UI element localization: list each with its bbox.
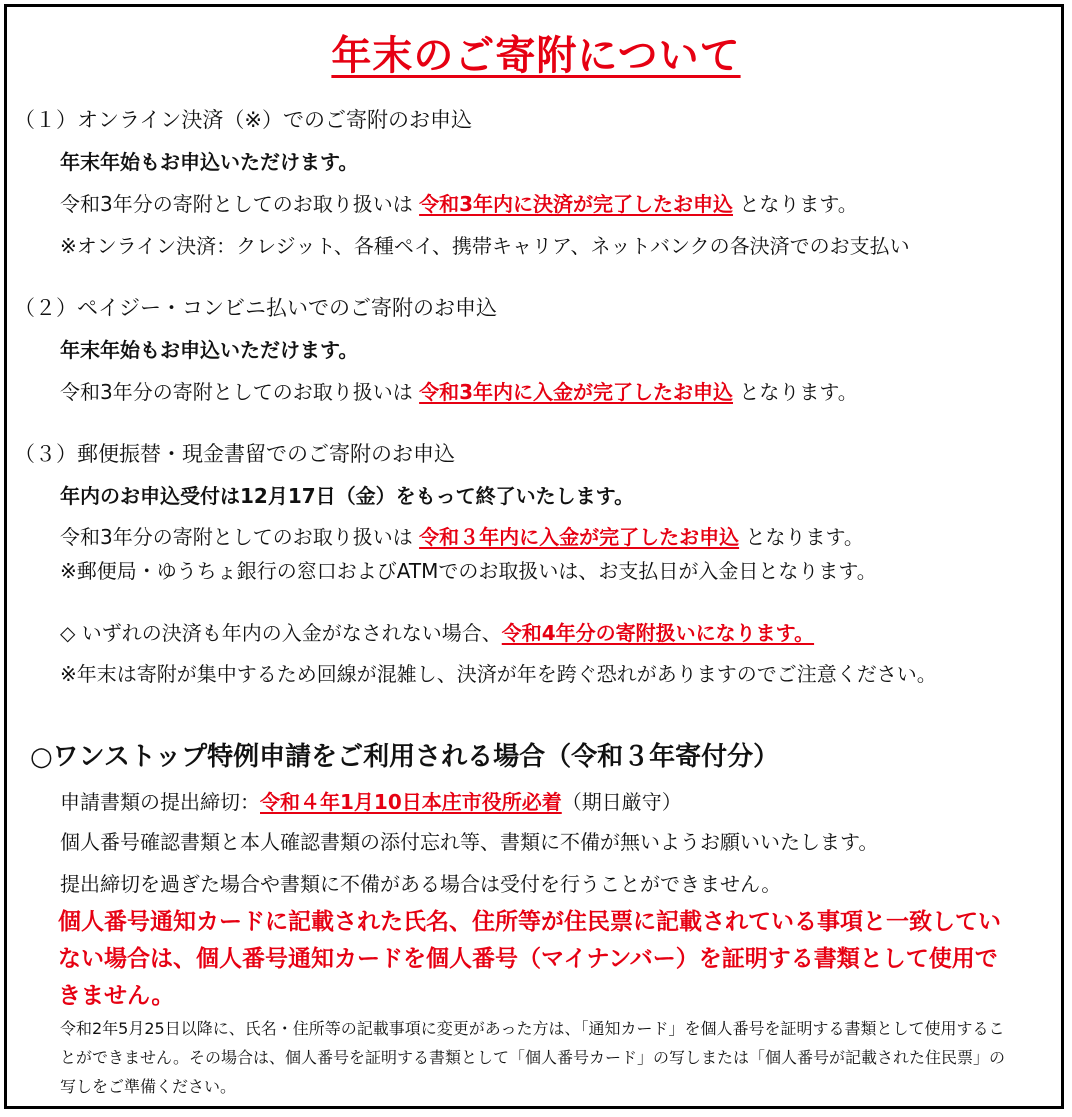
- section-2-bold: 年末年始もお申込いただけます。: [60, 338, 359, 362]
- onestop-line-2: 提出締切を過ぎた場合や書類に不備がある場合は受付を行うことができません。: [60, 872, 782, 896]
- notice-line-1-red: 令和4年分の寄附扱いになります。: [501, 621, 815, 645]
- onestop-deadline-pre: 申請書類の提出締切：: [60, 790, 260, 814]
- onestop-warning: 個人番号通知カードに記載された氏名、住所等が住民票に記載されている事項と一致していない場合は、個人番号通知カードを個人番号（マイナンバー）を証明する書類として使用できません。: [58, 909, 1001, 1009]
- onestop-deadline-red: 令和４年1月10日本庄市役所必着: [260, 790, 562, 814]
- section-2-line-post: となります。: [733, 380, 858, 404]
- section-3-bold: 年内のお申込受付は12月17日（金）をもって終了いたします。: [60, 484, 635, 508]
- section-2-heading: （２）ペイジー・コンビニ払いでのご寄附のお申込: [14, 296, 497, 320]
- section-1-note: ※オンライン決済：クレジット、各種ペイ、携帯キャリア、ネットバンクの各決済でのお支払い: [60, 234, 910, 258]
- section-3-line-post: となります。: [739, 525, 864, 549]
- page-title: 年末のご寄附について: [331, 33, 741, 79]
- section-2-line-red: 令和3年内に入金が完了したお申込: [419, 380, 734, 404]
- onestop-line-1: 個人番号確認書類と本人確認書類の添付忘れ等、書類に不備が無いようお願いいたします。: [60, 830, 879, 854]
- section-3-line-pre: 令和3年分の寄附としてのお取り扱いは: [60, 525, 420, 549]
- onestop-deadline: [60, 786, 682, 815]
- notice-line-1: [60, 617, 814, 646]
- section-3-heading: （３）郵便振替・現金書留でのご寄附のお申込: [14, 442, 455, 466]
- section-1-line-red: 令和3年内に決済が完了したお申込: [419, 192, 734, 216]
- section-3-line: [60, 521, 864, 550]
- section-2-line: [60, 376, 858, 405]
- section-3-line-red: 令和３年内に入金が完了したお申込: [419, 525, 740, 549]
- section-1-line-post: となります。: [733, 192, 858, 216]
- section-1-bold: 年末年始もお申込いただけます。: [60, 150, 359, 174]
- notice-line-2: ※年末は寄附が集中するため回線が混雑し、決済が年を跨ぐ恐れがありますのでご注意ください。: [60, 662, 937, 686]
- onestop-footnote: 令和2年5月25日以降に、氏名・住所等の記載事項に変更があった方は、「通知カード」を個人番号を証明する書類として使用することができません。その場合は、個人番号を証明する書類として「個人番号カード」の写しまたは「個人番号が記載された住民票」の写しをご準備ください。: [60, 1019, 1005, 1096]
- onestop-deadline-post: （期日厳守）: [561, 790, 682, 814]
- notice-line-1-pre: ◇ いずれの決済も年内の入金がなされない場合、: [60, 621, 502, 645]
- section-3-note: ※郵便局・ゆうちょ銀行の窓口およびATMでのお取扱いは、お支払日が入金日となります。: [60, 559, 877, 583]
- section-1-line-pre: 令和3年分の寄附としてのお取り扱いは: [60, 192, 420, 216]
- onestop-heading: ○ワンストップ特例申請をご利用される場合（令和３年寄付分）: [30, 742, 780, 772]
- section-1-heading: （１）オンライン決済（※）でのご寄附のお申込: [14, 108, 472, 132]
- section-2-line-pre: 令和3年分の寄附としてのお取り扱いは: [60, 380, 420, 404]
- section-1-line: [60, 188, 858, 217]
